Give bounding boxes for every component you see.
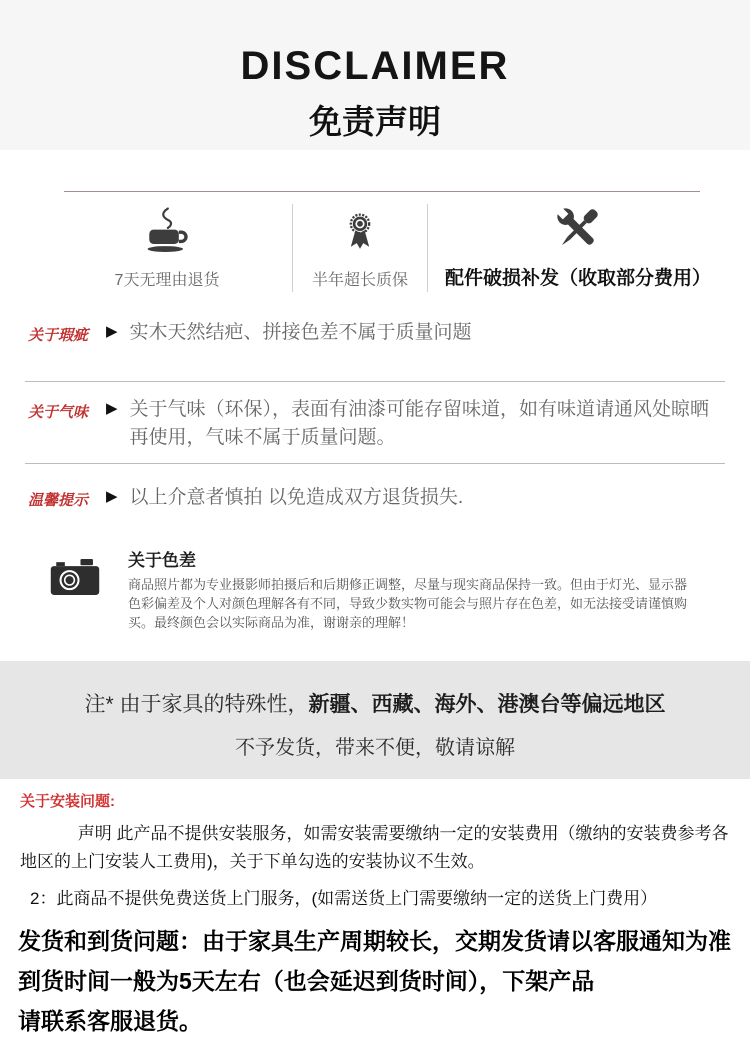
installation-statement: 声明 此产品不提供安装服务，如需安装需要缴纳一定的安装费用（缴纳的安装费参考各地区的上门安装人工费用)，关于下单勾选的安装协议不生效。 — [20, 824, 729, 871]
coffee-cup-icon — [140, 204, 194, 261]
guarantee-label-returns: 7天无理由退货 — [114, 272, 220, 289]
note-label-odor: 关于气味 — [28, 404, 89, 421]
color-difference-title: 关于色差 — [128, 551, 196, 570]
guarantee-row — [0, 204, 750, 292]
guarantee-item-returns — [42, 204, 292, 292]
note-label-reminder: 温馨提示 — [28, 492, 89, 509]
medal-icon — [339, 204, 381, 261]
disclaimer-header — [0, 0, 750, 150]
color-difference-body: 商品照片都为专业摄影师拍摄后和后期修正调整，尽量与现实商品保持一致。但由于灯光、显示器色彩偏差及个人对颜色理解各有不同，导致少数实物可能会与照片存在色差，如无法接受请谨慎购买。最终颜色会以实际商品为准，谢谢亲的理解！ — [128, 577, 688, 630]
note-label-flaw: 关于瑕疵 — [28, 327, 89, 344]
arrow-right-icon: ▶ — [106, 488, 118, 505]
shipping-section — [0, 909, 750, 1041]
region-notice-line1-bold: 新疆、西藏、海外、港澳台等偏远地区 — [308, 693, 666, 716]
note-row-reminder — [0, 484, 750, 512]
tools-icon — [550, 201, 606, 257]
page-title-en: DISCLAIMER — [240, 44, 510, 88]
arrow-right-icon: ▶ — [106, 400, 118, 417]
color-difference-content — [128, 546, 690, 632]
note-text-odor: 关于气味（环保），表面有油漆可能存留味道，如有味道请通风处晾晒再使用，气味不属于质量问题。 — [129, 399, 710, 448]
note-row-odor — [0, 396, 750, 452]
guarantee-item-parts — [428, 204, 728, 292]
shipping-line-3: 请联系客服退货。 — [18, 1008, 202, 1034]
note-row-flaw — [0, 319, 750, 347]
color-difference-section — [0, 546, 750, 632]
section-divider — [25, 463, 725, 464]
region-notice-line2: 不予发货，带来不便，敬请谅解 — [235, 737, 515, 759]
installation-section — [0, 779, 750, 909]
arrow-right-icon: ▶ — [106, 323, 118, 340]
guarantee-label-parts: 配件破损补发（收取部分费用） — [444, 268, 711, 289]
shipping-line-2: 到货时间一般为5天左右（也会延迟到货时间），下架产品 — [18, 968, 595, 994]
shipping-line-1: 发货和到货问题：由于家具生产周期较长，交期发货请以客服通知为准 — [18, 928, 731, 954]
note-text-reminder: 以上介意者慎拍 以免造成双方退货损失. — [129, 487, 464, 508]
section-divider — [25, 381, 725, 382]
header-divider — [64, 191, 700, 192]
note-text-flaw: 实木天然结疤、拼接色差不属于质量问题 — [129, 322, 472, 343]
guarantee-label-warranty: 半年超长质保 — [311, 272, 408, 289]
page-title-zh: 免责声明 — [309, 103, 441, 140]
installation-label: 关于安装问题: — [20, 793, 115, 810]
camera-icon — [0, 546, 128, 632]
region-notice-line1 — [0, 688, 750, 718]
region-shipping-notice — [0, 661, 750, 779]
guarantee-item-warranty — [292, 204, 428, 292]
installation-delivery-note: 2：此商品不提供免费送货上门服务，(如需送货上门需要缴纳一定的送货上门费用） — [30, 889, 658, 908]
region-notice-line1-normal: 注* 由于家具的特殊性， — [84, 693, 309, 716]
